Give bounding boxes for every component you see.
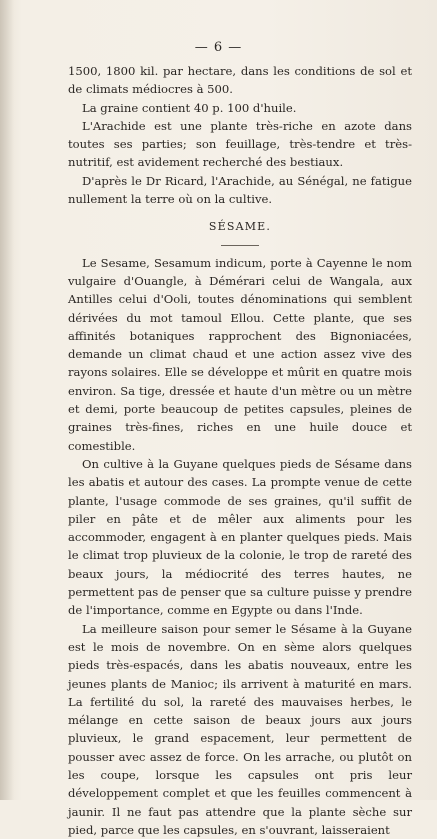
- section-divider: [221, 245, 259, 246]
- paragraph-nitrogen: L'Arachide est une plante très-riche en azote dans toutes ses parties; son feuillage, très-tendre et très-nutritif, est avidement recherché des bestiaux.: [68, 118, 412, 170]
- section-title-text: SÉSAME.: [208, 220, 272, 234]
- paragraph-sesame-cultivation: On cultive à la Guyane quelques pieds de Sésame dans les abatis et autour des cases. La prompte venue de cette plante, l'usage commode de ses graines, qu'il suffit de piler en pâte et de mêler aux aliments pour les accommoder, engagent à en planter quelques pieds. Mais le climat trop pluvieux de la colonie, le trop de rareté des beaux jours, la médiocrité des terres hautes, ne permettent pas de penser que sa culture puisse y prendre de l'importance, comme en Egypte ou dans l'Inde.: [68, 456, 412, 618]
- paragraph-sesame-season: La meilleure saison pour semer le Sésame à la Guyane est le mois de novembre. On en sème alors quelques pieds très-espacés, dans les abatis nouveaux, entre les jeunes plants de Manioc; ils arrivent à maturité en mars. La fertilité du sol, la rareté des mauvaises herbes, le mélange en cette saison de beaux jours aux jours pluvieux, le grand espacement, leur permettent de pousser avec assez de force. On les arrache, ou plutôt on les coupe, lorsque les capsules ont pris leur développement complet et que les feuilles commencent à jaunir. Il ne faut pas attendre que la plante sèche sur pied, parce que les capsules, en s'ouvrant, laisseraient: [68, 621, 412, 837]
- paragraph-continued: 1500, 1800 kil. par hectare, dans les conditions de sol et de climats médiocres à 500.: [68, 64, 412, 97]
- section-title: [68, 218, 412, 245]
- gutter-shadow: [0, 0, 14, 800]
- page-number: — 6 —: [194, 40, 243, 55]
- paragraph-oil-content: La graine contient 40 p. 100 d'huile.: [82, 100, 297, 115]
- paragraph-sesame-description: Le Sesame, Sesamum indicum, porte à Cayenne le nom vulgaire d'Ouangle, à Démérari celui de Wangala, aux Antilles celui d'Ooli, toutes dénominations qui semblent dérivées du mot tamoul Ellou. Cette plante, que ses affinités botaniques rapprochent des Bignoniacées, demande un climat chaud et une action assez vive des rayons solaires. Elle se développe et mûrit en quatre mois environ. Sa tige, dressée et haute d'un mètre ou un mètre et demi, porte beaucoup de petites capsules, pleines de graines très-fines, riches en une huile douce et comestible.: [68, 255, 412, 453]
- paragraph-ricard: D'après le Dr Ricard, l'Arachide, au Sénégal, ne fatigue nullement la terre où on la cultive.: [68, 173, 412, 207]
- page-content: [68, 62, 412, 839]
